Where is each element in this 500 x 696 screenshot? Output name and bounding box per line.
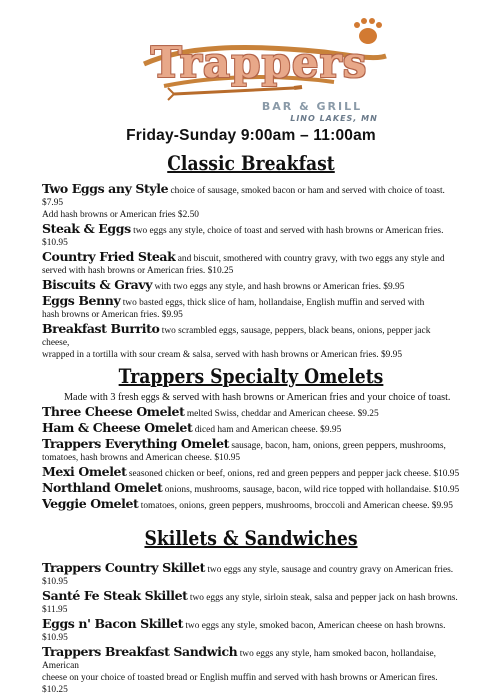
section-title-skillets-sandwiches: Skillets & Sandwiches: [144, 526, 358, 550]
item-description: seasoned chicken or beef, onions, red and green peppers and pepper jack cheese. $10.95: [126, 469, 460, 479]
item-description-cont: cheese on your choice of toasted bread or English muffin and served with hash browns or American fires. $10.25: [42, 673, 438, 695]
logo-wordmark: Trappers: [150, 38, 368, 87]
item-description: two eggs any style, sirloin steak, salsa and pepper jack on hash browns. $11.95: [42, 593, 458, 615]
menu-item: [42, 562, 460, 588]
item-description: tomatoes, onions, green peppers, mushrooms, broccoli and American cheese. $9.95: [138, 501, 453, 511]
item-description: with two eggs any style, and hash browns or American fries. $9.95: [152, 282, 405, 292]
section-title-classic-breakfast: Classic Breakfast: [167, 151, 335, 175]
item-name: Eggs Benny: [42, 293, 121, 308]
menu-item: [42, 323, 460, 361]
menu-item: [42, 251, 460, 277]
item-name: Mexi Omelet: [42, 464, 127, 479]
item-name: Two Eggs any Style: [42, 181, 169, 196]
item-name: Ham & Cheese Omelet: [42, 420, 193, 435]
skillets-list: [42, 562, 460, 696]
logo-location: LINO LAKES, MN: [290, 114, 378, 123]
item-name: Trappers Everything Omelet: [42, 436, 230, 451]
item-name: Biscuits & Gravy: [42, 277, 153, 292]
item-description-cont: hash browns or American fries. $9.95: [42, 310, 183, 320]
menu-page: [0, 16, 500, 695]
item-description: choice of sausage, smoked bacon or ham and served with choice of toast. $7.95: [42, 186, 445, 208]
item-description-cont: Add hash browns or American fries $2.50: [42, 210, 199, 220]
classic-breakfast-list: [42, 183, 460, 361]
menu-item: [42, 223, 460, 249]
item-name: Trappers Breakfast Sandwich: [42, 644, 238, 659]
logo-subtitle: BAR & GRILL: [261, 100, 363, 113]
item-name: Breakfast Burrito: [42, 321, 160, 336]
item-description: two eggs any style, sausage and country gravy on American fries. $10.95: [42, 565, 454, 587]
omelets-list: [42, 406, 460, 512]
item-name: Three Cheese Omelet: [42, 404, 185, 419]
menu-item: [42, 406, 460, 420]
item-description: sausage, bacon, ham, onions, green peppers, mushrooms,: [229, 441, 446, 451]
section-title-specialty-omelets: Trappers Specialty Omelets: [118, 364, 384, 388]
omelets-intro: Made with 3 fresh eggs & served with hash browns or American fries and your choice of toast.: [64, 392, 451, 403]
item-description-cont: tomatoes, hash browns and American cheese. $10.95: [42, 453, 241, 463]
menu-item: [42, 618, 460, 644]
menu-item: [42, 422, 460, 436]
item-name: Santé Fe Steak Skillet: [42, 588, 188, 603]
item-name: Eggs n' Bacon Skillet: [42, 616, 183, 631]
item-name: Northland Omelet: [42, 480, 163, 495]
item-name: Veggie Omelet: [42, 496, 139, 511]
item-description: onions, mushrooms, sausage, bacon, wild rice topped with hollandaise. $10.95: [162, 485, 460, 495]
item-name: Country Fried Steak: [42, 249, 176, 264]
menu-item: [42, 438, 460, 464]
item-name: Steak & Eggs: [42, 221, 131, 236]
item-description-cont: served with hash browns or American fries. $10.25: [42, 266, 234, 276]
item-name: Trappers Country Skillet: [42, 560, 205, 575]
item-description: melted Swiss, cheddar and American cheese. $9.25: [184, 409, 379, 419]
item-description: diced ham and American cheese. $9.95: [192, 425, 342, 435]
service-hours: Friday-Sunday 9:00am – 11:00am: [126, 127, 376, 144]
item-description: two eggs any style, smoked bacon, American cheese on hash browns. $10.95: [42, 621, 446, 643]
item-description: two scrambled eggs, sausage, peppers, black beans, onions, pepper jack cheese,: [42, 326, 431, 348]
menu-item: [42, 279, 460, 293]
item-description: two eggs any style, ham smoked bacon, hollandaise, American: [42, 649, 437, 671]
menu-item: [42, 590, 460, 616]
menu-item: [42, 466, 460, 480]
menu-item: [42, 183, 460, 221]
menu-item: [42, 482, 460, 496]
menu-item: [42, 646, 460, 696]
trappers-logo: [124, 16, 394, 123]
item-description-cont: wrapped in a tortilla with sour cream & salsa, served with hash browns or American fries. $9.95: [42, 350, 403, 360]
item-description: two basted eggs, thick slice of ham, hollandaise, English muffin and served with: [120, 298, 425, 308]
item-description: two eggs any style, choice of toast and served with hash browns or American fries. $10.95: [42, 226, 444, 248]
menu-item: [42, 498, 460, 512]
menu-item: [42, 295, 460, 321]
item-description: and biscuit, smothered with country gravy, with two eggs any style and: [175, 254, 445, 264]
